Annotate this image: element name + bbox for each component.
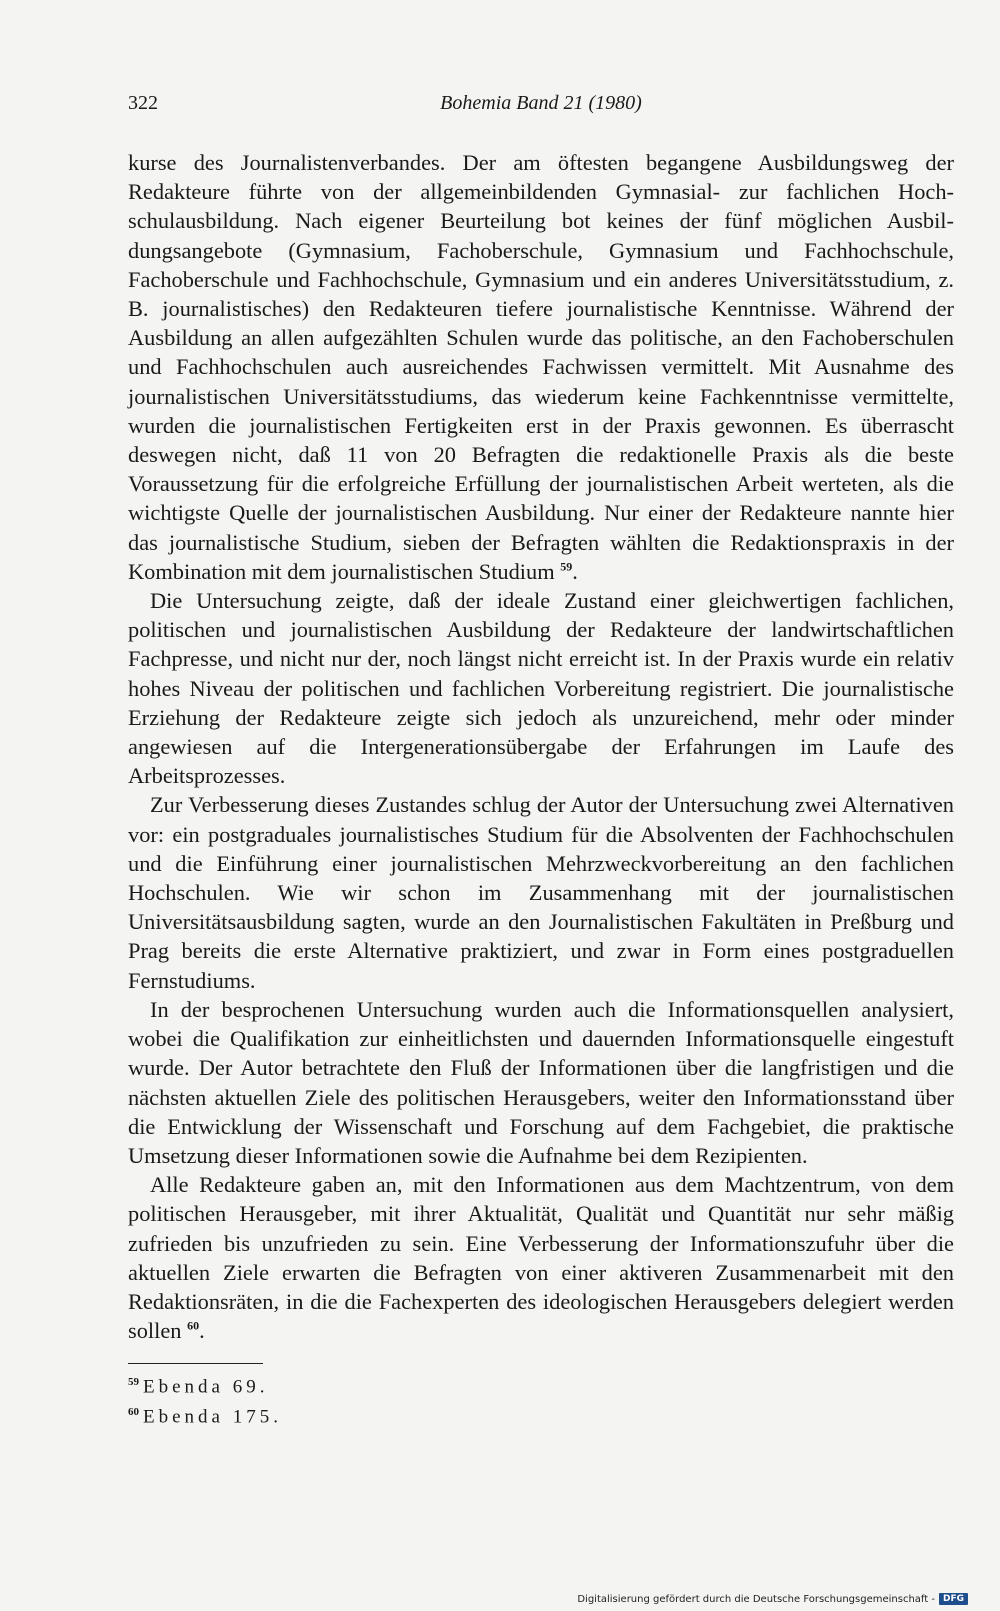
page-header [128,92,954,128]
page-number: 322 [128,92,158,114]
footnote-number: 59 [128,1376,139,1389]
footnote-60 [128,1400,282,1429]
credit-text: Digitalisierung gefördert durch die Deutsche Forschungsgemeinschaft - [577,1593,935,1605]
footnote-ref-60: 60 [187,1318,200,1333]
body-text [128,148,954,1345]
document-page [128,92,954,1429]
paragraph-2: Die Untersuchung zeigte, daß der ideale Zustand einer gleichwertigen fachlichen, politischen und journalistischen Ausbildung der Redakteure der landwirtschaftlichen Fachpresse, und nicht nur der, noch längst nicht erreicht ist. In der Praxis wurde ein relativ hohes Niveau der politischen und fachlichen Vorbereitung registriert. Die journalistische Erziehung der Redakteure zeigte sich jedoch als unzureichend, mehr oder minder angewiesen auf die Intergenerationsübergabe der Erfahrungen im Laufe des Arbeitsprozesses. [128,588,954,789]
paragraph-1 [128,148,954,586]
footnote-59 [128,1370,269,1399]
footnotes [128,1363,282,1429]
footnote-ref-punct-2: . [199,1318,205,1344]
paragraph-3: Zur Verbesserung dieses Zustandes schlug der Autor der Untersuchung zwei Alternativen vor: ein postgraduales journalistisches Studium für die Absolventen der Fachhochschulen und die Einführung einer journalistischen Mehrzweckvorbereitung an den fachlichen Hochschulen. Wie wir schon im Zusammenhang mit der journalistischen Universitätsausbildung sagten, wurde an den Journalistischen Fakultäten in Preßburg und Prag bereits die erste Alternative praktiziert, und zwar in Form eines postgraduellen Fernstudiums. [128,792,954,993]
paragraph-1-text: kurse des Journalistenverbandes. Der am öftesten begangene Ausbildungsweg der Redakteure führte von der allgemeinbildenden Gymnasial- zur fachlichen Hochschulausbildung. Nach eigener Beurteilung bot keines der fünf möglichen Ausbildungsangebote (Gymnasium, Fachoberschule, Gymnasium und Fachhochschule, Fachoberschule und Fachhochschule, Gymnasium und ein anderes Universitätsstudium, z. B. journalistisches) den Redakteuren tiefere journalistische Kenntnisse. Während der Ausbildung an allen aufgezählten Schulen wurde das politische, an den Fachoberschulen und Fachhochschulen auch ausreichendes Fachwissen vermittelt. Mit Ausnahme des journalistischen Universitätsstudiums, das wiederum keine Fachkenntnisse vermittelte, wurden die journalistischen Fertigkeiten erst in der Praxis gewonnen. Es überrascht deswegen nicht, daß 11 von 20 Befragten die redaktionelle Praxis als die beste Voraussetzung für die erfolgreiche Erfüllung der journalistischen Arbeit werteten, als die wichtigste Quelle der journalistischen Ausbildung. Nur einer der Redakteure nannte hier das journalistische Studium, sieben der Befragten wählten die Redaktionspraxis in der Kombination mit dem journalistischen Studium [128,150,954,584]
paragraph-5-text: Alle Redakteure gaben an, mit den Informationen aus dem Machtzentrum, von dem politischen Herausgeber, mit ihrer Aktualität, Qualität und Quantität nur sehr mäßig zufrieden bis unzufrieden zu sein. Eine Verbesserung der Informationszufuhr über die aktuellen Ziele erwarten die Befragten von einer aktiveren Zusammenarbeit mit den Redaktionsräten, in die die Fachexperten des ideologischen Herausgebers delegiert werden sollen [128,1172,954,1344]
paragraph-5 [128,1170,954,1345]
footnote-number: 60 [128,1405,139,1418]
footnote-ref-punct-1: . [572,558,578,584]
running-title: Bohemia Band 21 (1980) [440,92,642,114]
footnote-ref-59: 59 [560,559,573,574]
paragraph-4: In der besprochenen Untersuchung wurden auch die Informationsquellen analysiert, wobei die Qualifikation zur einheitlichsten und dauernden Informationsquelle eingestuft wurde. Der Autor betrachtete den Fluß der Informationen über die langfristigen und die nächsten aktuellen Ziele des politischen Herausgebers, weiter den Informationsstand über die Entwicklung der Wissenschaft und Forschung auf dem Fachgebiet, die praktische Umsetzung dieser Informationen sowie die Aufnahme bei dem Rezipienten. [128,996,954,1168]
dfg-logo: DFG [939,1593,968,1605]
footnote-text: Ebenda 175. [143,1405,282,1427]
footnote-text: Ebenda 69. [143,1376,269,1398]
digitization-credit [577,1593,968,1605]
